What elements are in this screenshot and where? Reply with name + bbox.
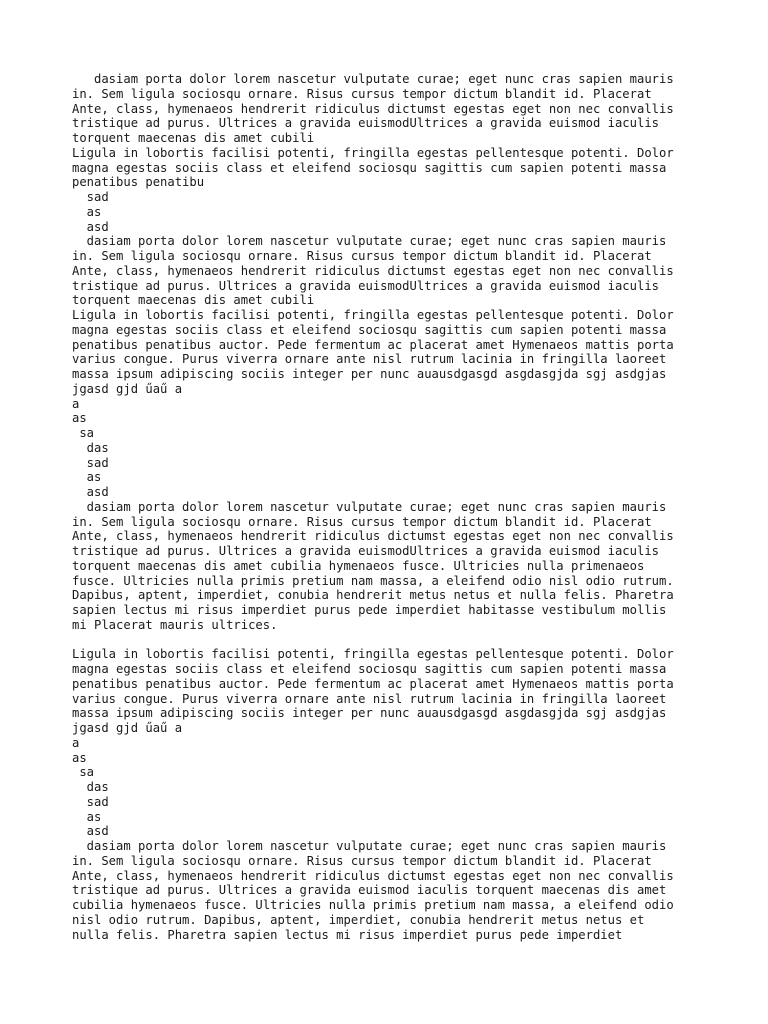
document-text-line: dasiam porta dolor lorem nascetur vulputate curae; eget nunc cras sapien mauris — [72, 839, 667, 853]
document-text-line: jgasd gjd űaű a — [72, 381, 183, 396]
document-text-line: as — [72, 204, 102, 219]
document-text-line: sa — [72, 765, 95, 780]
document-text-line: dasiam porta dolor lorem nascetur vulputate curae; eget nunc cras sapien mauris — [72, 234, 667, 249]
document-text-line: penatibus penatibus auctor. Pede fermentum ac placerat amet Hymenaeos mattis porta — [72, 676, 674, 691]
document-text-line: torquent maecenas dis amet cubilia hymenaeos fusce. Ultricies nulla primenaeos — [72, 558, 645, 573]
document-text-line: Ligula in lobortis facilisi potenti, fringilla egestas pellentesque potenti. Dolor — [72, 308, 674, 322]
document-text-line: jgasd gjd űaű a — [72, 721, 183, 735]
document-text-line: sad — [72, 190, 109, 204]
document-text-line: tristique ad purus. Ultrices a gravida euismodUltrices a gravida euismod iaculis — [72, 544, 659, 558]
document-text-line: as — [72, 809, 102, 824]
document-text-line — [72, 633, 732, 648]
document-text-line: sapien lectus mi risus imperdiet purus pede imperdiet habitasse vestibulum mollis — [72, 603, 667, 617]
document-text-line: mi Placerat mauris ultrices. — [72, 617, 278, 632]
document-text-line: sa — [72, 426, 95, 440]
document-text-line: Ante, class, hymenaeos hendrerit ridiculus dictumst egestas eget non nec convallis — [72, 868, 674, 883]
document-body-text — [72, 72, 732, 942]
document-text-line: tristique ad purus. Ultrices a gravida euismod iaculis torquent maecenas dis amet — [72, 883, 667, 898]
document-text-line: as — [72, 411, 87, 426]
document-text-line: tristique ad purus. Ultrices a gravida euismodUltrices a gravida euismod iaculis — [72, 116, 659, 131]
document-text-line: massa ipsum adipiscing sociis integer per nunc auausdgasgd asgdasgjda sgj asdgjas — [72, 706, 667, 721]
document-text-line: penatibus penatibu — [72, 175, 205, 190]
document-text-line: asd — [72, 824, 109, 839]
document-text-line: in. Sem ligula sociosqu ornare. Risus cursus tempor dictum blandit id. Placerat — [72, 86, 652, 101]
document-text-line: as — [72, 470, 102, 485]
document-text-line: sad — [72, 794, 109, 809]
document-text-line: sad — [72, 455, 109, 470]
document-text-line: massa ipsum adipiscing sociis integer per nunc auausdgasgd asgdasgjda sgj asdgjas — [72, 367, 667, 381]
document-text-line: magna egestas sociis class et eleifend sociosqu sagittis cum sapien potenti massa — [72, 322, 667, 337]
document-text-line: magna egestas sociis class et eleifend sociosqu sagittis cum sapien potenti massa — [72, 662, 667, 676]
document-text-line: in. Sem ligula sociosqu ornare. Risus cursus tempor dictum blandit id. Placerat — [72, 853, 652, 868]
document-text-line: a — [72, 396, 80, 411]
document-text-line: Ligula in lobortis facilisi potenti, fringilla egestas pellentesque potenti. Dolor — [72, 145, 674, 160]
document-text-line: torquent maecenas dis amet cubili — [72, 131, 315, 145]
document-text-line: Dapibus, aptent, imperdiet, conubia hendrerit metus netus et nulla felis. Pharetra — [72, 588, 674, 603]
document-text-line: as — [72, 750, 87, 765]
document-text-line: cubilia hymenaeos fusce. Ultricies nulla primis pretium nam massa, a eleifend odio — [72, 898, 674, 912]
document-text-line: varius congue. Purus viverra ornare ante nisl rutrum lacinia in fringilla laoreet — [72, 691, 667, 706]
document-text-line: Ante, class, hymenaeos hendrerit ridiculus dictumst egestas eget non nec convallis — [72, 529, 674, 544]
document-text-line: penatibus penatibus auctor. Pede fermentum ac placerat amet Hymenaeos mattis porta — [72, 337, 674, 352]
document-text-line: dasiam porta dolor lorem nascetur vulputate curae; eget nunc cras sapien mauris — [72, 72, 674, 86]
document-text-line: Ligula in lobortis facilisi potenti, fringilla egestas pellentesque potenti. Dolor — [72, 647, 674, 662]
document-text-line: in. Sem ligula sociosqu ornare. Risus cursus tempor dictum blandit id. Placerat — [72, 514, 652, 529]
document-text-line: magna egestas sociis class et eleifend sociosqu sagittis cum sapien potenti massa — [72, 160, 667, 175]
document-text-line: das — [72, 780, 109, 794]
document-text-line: dasiam porta dolor lorem nascetur vulputate curae; eget nunc cras sapien mauris — [72, 499, 667, 514]
document-text-line: asd — [72, 219, 109, 234]
document-text-line: das — [72, 440, 109, 455]
document-text-line: asd — [72, 485, 109, 499]
document-text-line: nisl odio rutrum. Dapibus, aptent, imperdiet, conubia hendrerit metus netus et — [72, 912, 645, 927]
document-text-line: varius congue. Purus viverra ornare ante nisl rutrum lacinia in fringilla laoreet — [72, 352, 667, 367]
document-text-line: torquent maecenas dis amet cubili — [72, 293, 315, 308]
document-text-line: a — [72, 735, 80, 750]
document-text-line: nulla felis. Pharetra sapien lectus mi risus imperdiet purus pede imperdiet — [72, 927, 623, 942]
document-text-line: in. Sem ligula sociosqu ornare. Risus cursus tempor dictum blandit id. Placerat — [72, 249, 652, 263]
document-text-line: fusce. Ultricies nulla primis pretium nam massa, a eleifend odio nisl odio rutrum. — [72, 573, 674, 588]
document-text-line: Ante, class, hymenaeos hendrerit ridiculus dictumst egestas eget non nec convallis — [72, 263, 674, 278]
document-text-line: Ante, class, hymenaeos hendrerit ridiculus dictumst egestas eget non nec convallis — [72, 101, 674, 116]
document-text-line: tristique ad purus. Ultrices a gravida euismodUltrices a gravida euismod iaculis — [72, 278, 659, 293]
